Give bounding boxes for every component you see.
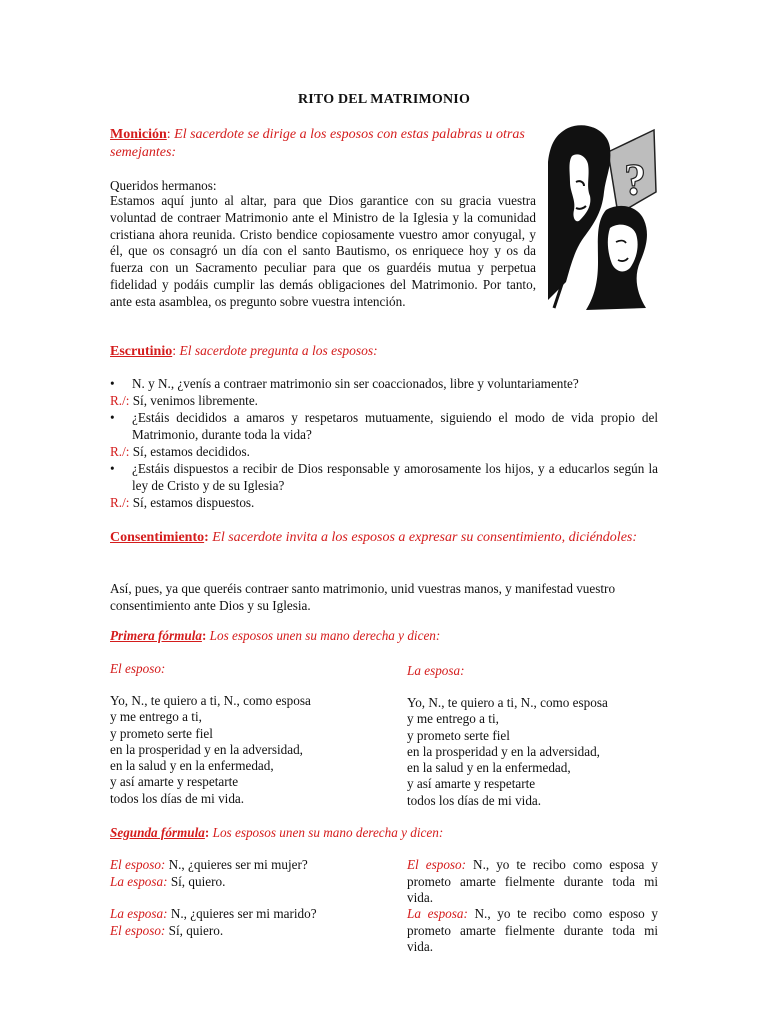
page-title: RITO DEL MATRIMONIO [297, 92, 471, 107]
monicion-greeting: Queridos hermanos: [110, 178, 217, 193]
escrutinio-response-1 [110, 392, 658, 409]
consentimiento-body: Así, pues, ya que queréis contraer santo matrimonio, unid vuestras manos, y manifestad vuestro consentimiento ante Dios y su Iglesia. [110, 581, 616, 613]
dialogue-text: N., ¿quieres ser mi marido? [167, 906, 317, 921]
escrutinio-list [110, 375, 658, 511]
primera-right-label: La esposa: [407, 663, 465, 678]
segunda-left-2 [110, 906, 390, 939]
bullet-icon: • [110, 461, 115, 476]
speaker-label: El esposo: [110, 857, 166, 872]
primera-heading [110, 628, 658, 644]
consentimiento-instruction: El sacerdote invita a los esposos a expresar su consentimiento, diciéndoles: [208, 530, 638, 545]
monicion-label: Monición [110, 127, 167, 142]
dialogue-text: N., ¿quieres ser mi mujer? [165, 857, 308, 872]
speaker-label: La esposa: [407, 906, 468, 921]
escrutinio-colon: : [172, 344, 177, 359]
segunda-left-1 [110, 857, 390, 890]
response-text: Sí, venimos libremente. [129, 393, 258, 408]
primera-instruction: Los esposos unen su mano derecha y dicen: [206, 628, 441, 643]
monicion-heading [110, 126, 536, 162]
vow-line: en la salud y en la enfermedad, [110, 758, 274, 774]
vow-line: en la salud y en la enfermedad, [407, 760, 571, 776]
speaker-label: La esposa: [110, 906, 168, 921]
speaker-label: El esposo: [110, 922, 166, 938]
primera-colon: : [201, 628, 207, 643]
response-label: R./: [110, 444, 130, 459]
segunda-right-2 [407, 906, 658, 956]
vow-line: y así amarte y respetarte [407, 776, 536, 792]
segunda-right-1 [407, 857, 658, 907]
bullet-icon: • [110, 376, 115, 391]
vow-line: Yo, N., te quiero a ti, N., como esposa [407, 695, 608, 710]
escrutinio-heading [110, 343, 658, 360]
vow-line: y prometo serte fiel [407, 727, 510, 743]
monicion-body: Estamos aquí junto al altar, para que Dios garantice con su gracia vuestra voluntad de contraer Matrimonio ante el Ministro de la Iglesia y la comunidad cristiana ahora reunida. Cristo bendice copiosamente vuestro amor conyugal, y él, que os consagró un día con el santo Bautismo, os enriquece hoy y os da fuerza con un Sacramento peculiar para que os guardéis mutua y perpetua fidelidad y podáis cumplir las demás obligaciones del Matrimonio. Por tanto, ante esta asamblea, os pregunto sobre vuestra intención. [110, 193, 536, 309]
speaker-label: La esposa: [110, 873, 168, 889]
segunda-heading [110, 825, 658, 841]
escrutinio-question-3: ¿Estáis dispuestos a recibir de Dios responsable y amorosamente los hijos, y a educarlos según la ley de Cristo y de su Iglesia? [132, 461, 658, 493]
response-label: R./: [110, 495, 130, 510]
couple-question-illustration-icon [546, 122, 658, 312]
vow-line: y prometo serte fiel [110, 725, 213, 741]
list-item [110, 460, 658, 494]
consentimiento-colon: : [204, 530, 209, 545]
dialogue-text: Sí, quiero. [165, 922, 224, 938]
vow-line: en la prosperidad y en la adversidad, [110, 741, 303, 757]
vow-line: todos los días de mi vida. [407, 792, 542, 808]
vow-line: Yo, N., te quiero a ti, N., como esposa [110, 693, 311, 708]
primera-left-vows [110, 693, 311, 807]
escrutinio-instruction: El sacerdote pregunta a los esposos: [176, 343, 378, 358]
response-text: Sí, estamos decididos. [129, 444, 250, 459]
list-item [110, 409, 658, 443]
vow-line: y me entrego a ti, [407, 711, 499, 727]
dialogue-text: N., yo te recibo como esposo y prometo amarte fielmente durante toda mi vida. [407, 906, 659, 954]
escrutinio-question-1: N. y N., ¿venís a contraer matrimonio sin ser coaccionados, libre y voluntariamente? [132, 376, 579, 391]
escrutinio-response-3 [110, 494, 658, 511]
question-glyph: ? [624, 155, 646, 204]
segunda-colon: : [204, 825, 210, 840]
response-text: Sí, estamos dispuestos. [129, 495, 255, 510]
dialogue-text: N., yo te recibo como esposa y prometo amarte fielmente durante toda mi vida. [407, 857, 658, 905]
vow-line: en la prosperidad y en la adversidad, [407, 743, 600, 759]
consentimiento-label: Consentimiento [110, 530, 205, 545]
consentimiento-heading [110, 529, 658, 547]
escrutinio-response-2 [110, 443, 658, 460]
dialogue-text: Sí, quiero. [167, 873, 226, 889]
primera-right-vows [407, 695, 608, 809]
monicion-colon: : [166, 127, 171, 142]
primera-label: Primera fórmula [110, 628, 202, 643]
speaker-label: El esposo: [407, 857, 467, 872]
vow-line: y así amarte y respetarte [110, 774, 239, 790]
primera-left-label: El esposo: [110, 661, 166, 676]
list-item [110, 375, 658, 392]
vow-line: y me entrego a ti, [110, 709, 202, 725]
segunda-instruction: Los esposos unen su mano derecha y dicen: [209, 825, 444, 840]
escrutinio-question-2: ¿Estáis decididos a amaros y respetaros mutuamente, siguiendo el modo de vida propio del Matrimonio, durante toda la vida? [132, 410, 658, 442]
vow-line: todos los días de mi vida. [110, 790, 245, 806]
bullet-icon: • [110, 410, 115, 425]
escrutinio-label: Escrutinio [110, 344, 173, 359]
monicion-instruction: El sacerdote se dirige a los esposos con estas palabras u otras semejantes: [110, 127, 525, 160]
response-label: R./: [110, 393, 130, 408]
segunda-label: Segunda fórmula [110, 825, 205, 840]
